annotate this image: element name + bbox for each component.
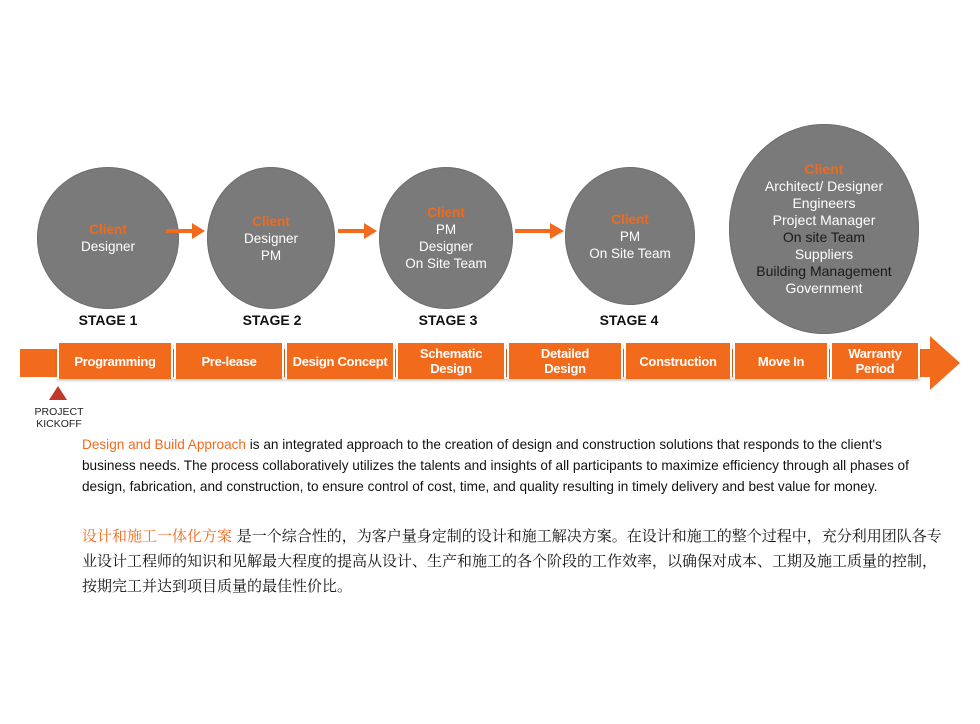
triangle-marker-icon <box>49 386 67 400</box>
role-label: Designer <box>243 230 299 246</box>
stage-3-circle <box>379 167 513 309</box>
description-english-text: is an integrated approach to the creation of design and construction solutions that responds to the client's business needs. The process collaboratively utilizes the talents and insights of all participants to maximize efficiency through all phases of design, fabrication, and construction, to ensure control of cost, time, and quality resulting in timely delivery and best value for money. <box>82 437 909 494</box>
role-label: On Site Team <box>589 245 671 261</box>
phase-schematic-design: Schematic Design <box>396 343 506 379</box>
stage-label: STAGE 1 <box>78 312 138 328</box>
stage-1-circle <box>37 167 179 309</box>
role-label: PM <box>435 222 457 237</box>
stage-label: STAGE 4 <box>599 312 659 328</box>
role-client-label: Client <box>89 222 127 237</box>
description-chinese-highlight: 设计和施工一体化方案 <box>82 527 233 545</box>
phase-design-concept: Design Concept <box>285 343 395 379</box>
phase-construction: Construction <box>624 343 732 379</box>
role-client-label: Client <box>804 161 844 177</box>
description-chinese <box>82 524 942 599</box>
role-label: On site Team <box>782 229 866 245</box>
role-label: Government <box>785 280 863 296</box>
stage-2-circle <box>207 167 335 309</box>
arrow-right-icon <box>166 222 206 240</box>
kickoff-label: PROJECT KICKOFF <box>34 406 84 430</box>
role-client-label: Client <box>427 205 465 220</box>
timeline-arrow-icon <box>930 336 960 390</box>
description-chinese-text: 是一个综合性的，为客户量身定制的设计和施工解决方案。在设计和施工的整个过程中，充分利用团队各专业设计工程师的知识和见解最大程度的提高从设计、生产和施工的各个阶段的工作效率，以确保对成本、工期及施工质量的控制，按期完工并达到项目质量的最佳性价比。 <box>82 527 942 595</box>
role-label: Engineers <box>792 195 856 211</box>
role-label: Architect/ Designer <box>764 178 884 194</box>
phase-detailed-design: Detailed Design <box>507 343 623 379</box>
description-english-highlight: Design and Build Approach <box>82 437 246 452</box>
role-label: Designer <box>80 239 136 254</box>
final-stage-circle <box>729 124 919 334</box>
role-label: On Site Team <box>405 256 487 271</box>
role-client-label: Client <box>252 213 290 229</box>
stage-label: STAGE 2 <box>242 312 302 328</box>
role-label: Project Manager <box>772 212 876 228</box>
arrow-right-icon <box>338 222 378 240</box>
phase-move-in: Move In <box>733 343 829 379</box>
phase-pre-lease: Pre-lease <box>174 343 284 379</box>
phase-programming: Programming <box>57 343 173 379</box>
role-label: PM <box>260 247 282 263</box>
arrow-right-icon <box>515 222 565 240</box>
stage-label: STAGE 3 <box>418 312 478 328</box>
description-english <box>82 434 932 497</box>
role-label: Suppliers <box>794 246 854 262</box>
stage-4-circle <box>565 167 695 305</box>
role-label: Designer <box>418 239 474 254</box>
phase-warranty-period: Warranty Period <box>830 343 920 379</box>
role-client-label: Client <box>611 211 649 227</box>
role-label: Building Management <box>756 263 892 279</box>
role-label: PM <box>619 228 641 244</box>
